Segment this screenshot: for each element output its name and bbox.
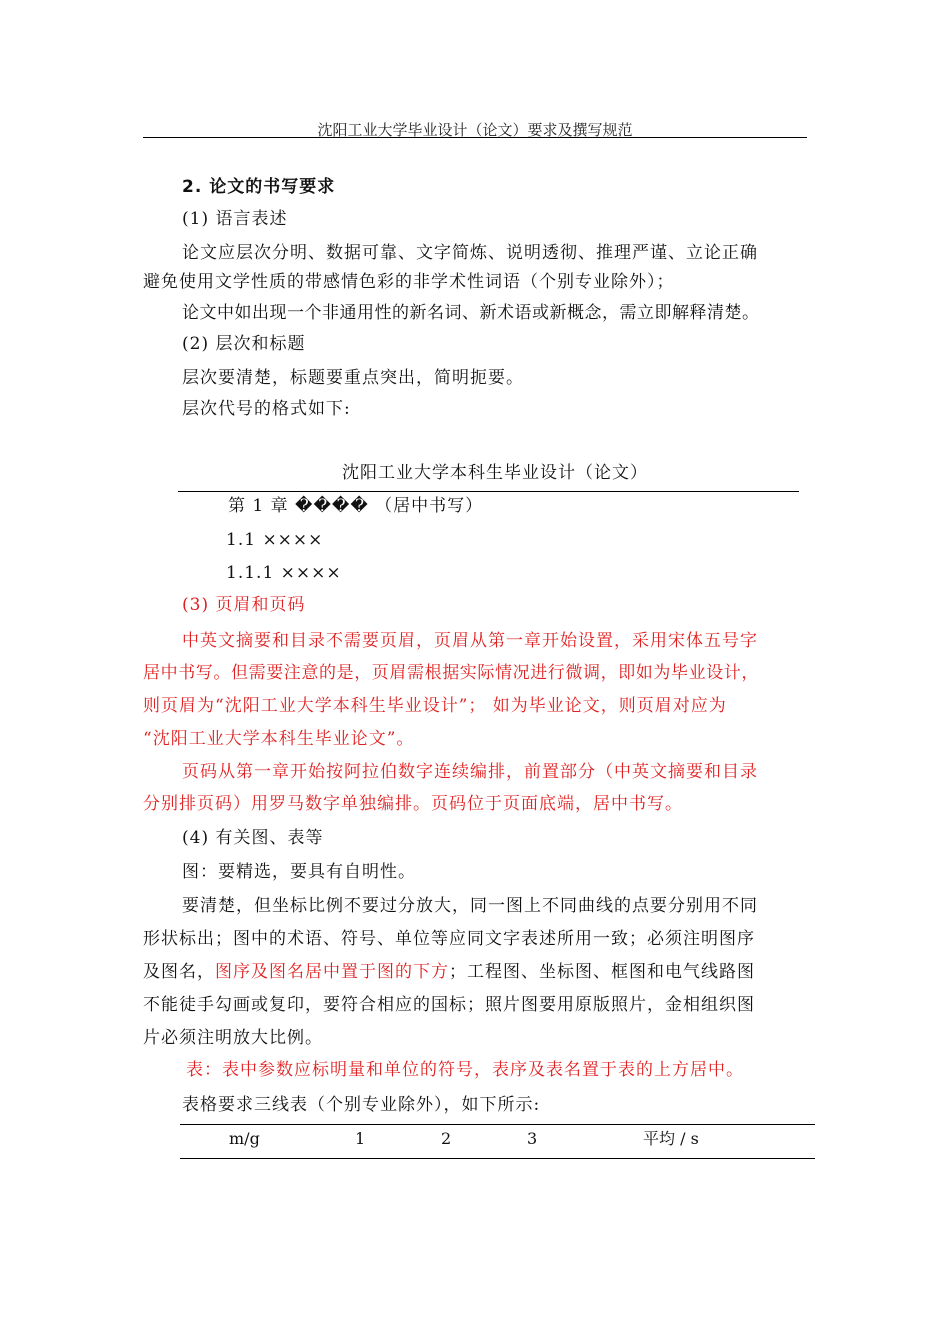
figures-line-2: 形状标出；图中的术语、符号、单位等应同文字表述所用一致；必须注明图序 <box>143 929 755 949</box>
page-header-rule <box>143 137 807 138</box>
example-section: 1.1 ×××× <box>226 530 324 550</box>
pagehead-p1-line-3: 则页眉为“沈阳工业大学本科生毕业设计”； 如为毕业论文，则页眉对应为 <box>143 696 727 716</box>
example-chapter: 第 1 章 ���� （居中书写） <box>228 496 484 516</box>
pagehead-p1-line-4: “沈阳工业大学本科生毕业论文”。 <box>143 729 415 749</box>
figures-line-4: 不能徒手勾画或复印，要符合相应的国标；照片图要用原版照片，金相组织图 <box>143 995 755 1015</box>
figures-title: (4) 有关图、表等 <box>182 828 324 848</box>
section-heading: 2. 论文的书写要求 <box>182 177 336 197</box>
lang-line-2: 避免使用文学性质的带感情色彩的非学术性词语（个别专业除外）； <box>143 272 675 292</box>
figures-line-3 <box>143 961 755 983</box>
table-header-mg: m/g <box>229 1129 260 1148</box>
example-header-text: 沈阳工业大学本科生毕业设计（论文） <box>342 463 648 483</box>
lang-line-3: 论文中如出现一个非通用性的新名词、新术语或新概念，需立即解释清楚。 <box>182 303 760 323</box>
figures-line-3b-red: 图序及图名居中置于图的下方 <box>215 962 449 982</box>
figures-line-3c: ；工程图、坐标图、框图和电气线路图 <box>449 962 755 982</box>
table-intro: 表格要求三线表（个别专业除外），如下所示: <box>182 1095 541 1115</box>
table-header-2: 2 <box>441 1129 452 1148</box>
page-header-title: 沈阳工业大学毕业设计（论文）要求及撰写规范 <box>317 121 633 139</box>
levels-line-1: 层次要清楚，标题要重点突出，简明扼要。 <box>182 368 524 388</box>
figures-line-5: 片必须注明放大比例。 <box>143 1028 323 1048</box>
levels-line-2: 层次代号的格式如下: <box>182 399 351 419</box>
pagehead-p2-line-2: 分别排页码）用罗马数字单独编排。页码位于页面底端，居中书写。 <box>143 794 683 814</box>
lang-line-1: 论文应层次分明、数据可靠、文字简炼、说明透彻、推理严谨、立论正确 <box>182 243 758 263</box>
figures-line-1: 要清楚，但坐标比例不要过分放大，同一图上不同曲线的点要分别用不同 <box>182 896 758 916</box>
levels-title: (2) 层次和标题 <box>182 334 306 354</box>
pagehead-p2-line-1: 页码从第一章开始按阿拉伯数字连续编排，前置部分（中英文摘要和目录 <box>182 762 758 782</box>
pagehead-title: (3) 页眉和页码 <box>182 595 306 615</box>
figures-line-3a: 及图名， <box>143 962 215 982</box>
example-header-rule <box>178 491 799 492</box>
table-top-rule <box>180 1124 815 1125</box>
pagehead-p1-line-2: 居中书写。但需要注意的是，页眉需根据实际情况进行微调，即如为毕业设计， <box>143 663 759 683</box>
table-header-average: 平均 / s <box>643 1129 699 1148</box>
figures-intro: 图：要精选，要具有自明性。 <box>182 862 416 882</box>
lang-title: (1) 语言表述 <box>182 209 288 229</box>
table-header-1: 1 <box>355 1129 366 1148</box>
table-mid-rule <box>180 1158 815 1159</box>
table-header-3: 3 <box>527 1129 538 1148</box>
pagehead-p1-line-1: 中英文摘要和目录不需要页眉，页眉从第一章开始设置，采用宋体五号字 <box>182 631 758 651</box>
example-subsection: 1.1.1 ×××× <box>226 563 342 583</box>
table-rule-text: 表：表中参数应标明量和单位的符号，表序及表名置于表的上方居中。 <box>186 1060 744 1080</box>
